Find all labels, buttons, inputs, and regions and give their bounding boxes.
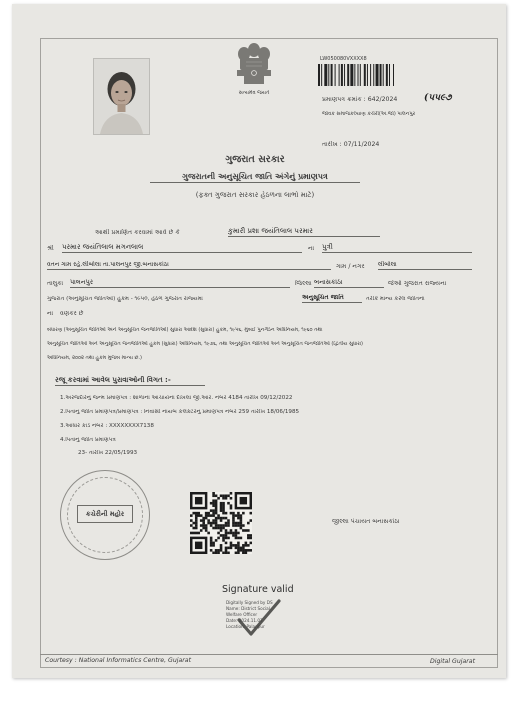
qr-module <box>200 524 203 527</box>
district-value: બનાસકાંઠા <box>314 278 384 288</box>
barcode-bar <box>344 64 345 86</box>
applicant-name: કુમારી પ્રશા જયંતિલાલ પરમાર <box>228 227 380 237</box>
qr-module <box>215 507 218 510</box>
qr-module <box>202 522 205 525</box>
qr-module <box>227 537 230 540</box>
qr-module <box>225 547 228 550</box>
barcode-bar <box>358 64 359 86</box>
qr-module <box>200 519 203 522</box>
barcode-bar <box>383 64 384 86</box>
qr-module <box>205 524 208 527</box>
qr-module <box>217 537 220 540</box>
relation-label: ના <box>308 245 315 252</box>
barcode-bar <box>364 64 366 86</box>
barcode-bar <box>328 64 329 86</box>
barcode-bar <box>367 64 368 86</box>
qr-module <box>250 537 252 540</box>
qr-module <box>222 537 225 540</box>
barcode-bar <box>339 64 340 86</box>
qr-module <box>232 534 235 537</box>
qr-module <box>247 544 250 547</box>
courtesy-text: Courtesy : National Informatics Centre, Gujarat <box>45 657 192 664</box>
qr-module <box>222 552 225 554</box>
qr-module <box>240 517 243 520</box>
qr-module <box>245 529 248 532</box>
barcode-bar <box>335 64 336 86</box>
qr-module <box>245 544 248 547</box>
village-value: લીંબોલા <box>378 261 472 270</box>
qr-module <box>220 502 223 505</box>
qr-finder-pattern <box>240 497 247 504</box>
qr-module <box>220 534 223 537</box>
evidence-item: 4.પિતાનું જાતિ પ્રમાણપત્ર <box>60 437 116 443</box>
barcode-bar <box>324 64 327 86</box>
qr-module <box>235 544 238 547</box>
issue-date: તારીખ : 07/11/2024 <box>322 141 380 148</box>
barcode-bar <box>376 64 379 86</box>
qr-module <box>235 547 238 550</box>
qr-module <box>227 532 230 535</box>
certificate-title: ગુજરાતની અનુસૂચિત જાતિ અંગેનું પ્રમાણપત્ર <box>150 172 360 183</box>
qr-module <box>207 512 210 515</box>
qr-module <box>247 529 250 532</box>
qr-module <box>237 514 240 517</box>
qr-module <box>222 517 225 520</box>
qr-module <box>215 552 218 554</box>
qr-module <box>225 549 228 552</box>
qr-module <box>237 544 240 547</box>
handwritten-number: (પપ૯૭ <box>424 93 452 103</box>
qr-module <box>210 539 213 542</box>
qr-module <box>210 544 213 547</box>
qr-module <box>220 504 223 507</box>
barcode-bar <box>380 64 382 86</box>
qr-module <box>220 517 223 520</box>
barcode-bar <box>373 64 374 86</box>
qr-module <box>217 517 220 520</box>
qr-module <box>212 552 215 554</box>
barcode-bar <box>360 64 361 86</box>
qr-module <box>195 532 198 535</box>
qr-module <box>230 547 233 550</box>
qr-module <box>202 527 205 530</box>
legal-paragraph-line: અધિનિયમ, ૨૦૦૨ તથા હુકમ મુજબ માન્ય છે.) <box>47 355 142 361</box>
qr-module <box>230 512 233 515</box>
qr-module <box>195 512 198 515</box>
qr-module <box>230 507 233 510</box>
qr-module <box>195 522 198 525</box>
barcode-bar <box>393 64 394 86</box>
qr-module <box>215 519 218 522</box>
qr-module <box>207 532 210 535</box>
qr-module <box>250 519 252 522</box>
evidence-heading: રજૂ કરવામાં આવેલ પુરાવાઓની વિગત :- <box>55 376 205 386</box>
government-heading: ગુજરાત સરકાર <box>225 154 285 165</box>
qr-module <box>225 524 228 527</box>
qr-module <box>225 512 228 515</box>
qr-module <box>230 529 233 532</box>
certificate-number: પ્રમાણપત્ર ક્રમાંક : 642/2024 <box>322 96 398 103</box>
qr-module <box>225 532 228 535</box>
qr-module <box>242 544 245 547</box>
signature-detail-line: Name: District Social <box>226 606 270 611</box>
qr-module <box>242 547 245 550</box>
qr-module <box>197 514 200 517</box>
signature-detail-line: Welfare Officer <box>226 612 258 617</box>
qr-module <box>240 547 243 550</box>
qr-module <box>215 499 218 502</box>
qr-module <box>250 542 252 545</box>
qr-module <box>192 527 195 530</box>
qr-module <box>220 529 223 532</box>
caste-prefix: ના <box>47 310 54 317</box>
qr-module <box>232 517 235 520</box>
qr-module <box>227 552 230 554</box>
qr-module <box>240 522 243 525</box>
qr-module <box>215 517 218 520</box>
qr-module <box>217 497 220 500</box>
qr-module <box>225 537 228 540</box>
qr-module <box>240 524 243 527</box>
qr-module <box>230 544 233 547</box>
qr-module <box>190 514 193 517</box>
qr-module <box>210 502 213 505</box>
qr-module <box>230 532 233 535</box>
qr-module <box>205 514 208 517</box>
qr-module <box>195 524 198 527</box>
caste-value: વણકર છે <box>60 310 84 317</box>
qr-module <box>237 524 240 527</box>
qr-module <box>195 519 198 522</box>
qr-module <box>242 552 245 554</box>
qr-module <box>222 497 225 500</box>
qr-module <box>227 547 230 550</box>
office-seal <box>60 470 150 560</box>
qr-module <box>195 514 198 517</box>
qr-module <box>197 532 200 535</box>
qr-module <box>240 519 243 522</box>
qr-module <box>222 539 225 542</box>
qr-module <box>225 494 228 497</box>
certify-label: આથી પ્રમાણિત કરવામાં આવે છે કે <box>95 229 180 236</box>
qr-module <box>222 494 225 497</box>
qr-module <box>207 514 210 517</box>
barcode <box>318 64 398 86</box>
qr-module <box>232 544 235 547</box>
qr-module <box>237 522 240 525</box>
digital-gujarat-brand: Digital Gujarat <box>430 658 476 665</box>
qr-module <box>202 517 205 520</box>
signature-check-icon <box>236 598 282 638</box>
qr-module <box>215 539 218 542</box>
qr-module <box>212 492 215 495</box>
portrait-image <box>94 59 149 134</box>
qr-module <box>240 514 243 517</box>
evidence-item: 23- તારીખ 22/05/1993 <box>78 450 138 456</box>
qr-module <box>212 542 215 545</box>
qr-module <box>220 509 223 512</box>
qr-module <box>192 522 195 525</box>
qr-module <box>212 504 215 507</box>
qr-module <box>225 552 228 554</box>
qr-module <box>237 552 240 554</box>
qr-module <box>212 519 215 522</box>
qr-module <box>215 549 218 552</box>
qr-module <box>222 524 225 527</box>
qr-module <box>235 552 238 554</box>
emblem-motto: સત્યમેવ જયતે <box>238 90 270 96</box>
category-value: અનુસૂચિત જાતિ <box>302 294 362 303</box>
qr-module <box>215 522 218 525</box>
barcode-bar <box>389 64 390 86</box>
qr-module <box>225 517 228 520</box>
qr-module <box>210 514 213 517</box>
signature-detail-line: Location: Palanpur <box>226 624 265 629</box>
qr-module <box>247 549 250 552</box>
qr-module <box>237 512 240 515</box>
district-label: જિલ્લા <box>295 280 312 287</box>
qr-finder-pattern <box>195 542 202 549</box>
qr-module <box>232 519 235 522</box>
barcode-bar <box>350 64 353 86</box>
qr-finder-pattern <box>195 497 202 504</box>
barcode-bar <box>321 64 322 86</box>
footer-divider <box>40 654 498 655</box>
qr-module <box>212 544 215 547</box>
qr-module <box>237 549 240 552</box>
qr-module <box>222 504 225 507</box>
qr-module <box>190 532 193 535</box>
evidence-item: 1.અરજદારનું જન્મ પ્રમાણપત્ર : શાળાના આચાર્યના દાખલા જી.આર. નંબર 4184 તારીખ 09/12/2022 <box>60 395 293 401</box>
qr-module <box>210 524 213 527</box>
qr-module <box>230 504 233 507</box>
seal-label: કચેરીની મહોર <box>77 505 133 523</box>
qr-module <box>215 494 218 497</box>
applicant-photo <box>93 58 150 135</box>
evidence-item: 2.પિતાનું જાતિ પ્રમાણપત્ર/પ્રમાણપત્ર : નિવાસી નાયબ કલેક્ટરનું પ્રમાણપત્ર નંબર 259 તારીખ 18/06/1985 <box>60 409 300 415</box>
signatory-office: જીલ્લા પંચાયત બનાસકાંઠા <box>332 518 400 525</box>
qr-module <box>202 519 205 522</box>
qr-module <box>250 549 252 552</box>
qr-module <box>205 527 208 530</box>
qr-module <box>247 522 250 525</box>
qr-module <box>242 512 245 515</box>
qr-module <box>250 534 252 537</box>
qr-module <box>247 537 250 540</box>
qr-module <box>230 542 233 545</box>
barcode-bar <box>341 64 343 86</box>
qr-module <box>200 529 203 532</box>
taluka-value: પાલનપુર <box>70 278 290 288</box>
qr-module <box>240 537 243 540</box>
qr-module <box>200 514 203 517</box>
qr-module <box>215 502 218 505</box>
taluka-label: તાલુકા <box>47 280 64 287</box>
barcode-bar <box>370 64 371 86</box>
barcode-bar <box>386 64 388 86</box>
qr-module <box>227 522 230 525</box>
qr-module <box>232 524 235 527</box>
qr-module <box>212 527 215 530</box>
qr-module <box>235 522 238 525</box>
qr-module <box>217 552 220 554</box>
signature-detail-line: Digitally Signed by DS <box>226 600 273 605</box>
qr-module <box>222 502 225 505</box>
barcode-bar <box>354 64 355 86</box>
qr-module <box>212 512 215 515</box>
qr-module <box>215 512 218 515</box>
qr-code[interactable] <box>190 492 252 554</box>
qr-module <box>237 517 240 520</box>
qr-module <box>235 532 238 535</box>
qr-module <box>215 524 218 527</box>
qr-module <box>212 502 215 505</box>
qr-module <box>215 527 218 530</box>
qr-module <box>197 512 200 515</box>
qr-module <box>212 522 215 525</box>
qr-module <box>222 512 225 515</box>
qr-module <box>192 532 195 535</box>
qr-module <box>237 532 240 535</box>
qr-module <box>212 514 215 517</box>
qr-module <box>212 499 215 502</box>
qr-module <box>232 532 235 535</box>
legal-paragraph-line: બંધારણ (અનુસૂચિત જાતિઓ અને અનુસૂચિત જનજાતિઓ) સુધારા આદેશ (સુધારા) હુકમ, ૧૯૫૬, મુંબઈ પુનર્ગઠન અધિનિયમ, ૧૯૬૦ તથા <box>47 327 323 333</box>
qr-module <box>220 549 223 552</box>
signature-detail-line: Date: 2024.11.07 <box>226 618 263 623</box>
qr-module <box>230 492 233 495</box>
father-name: પરમાર જયંતિલાલ મગનલાલ <box>62 243 302 253</box>
qr-module <box>232 512 235 515</box>
qr-module <box>245 552 248 554</box>
qr-module <box>225 542 228 545</box>
qr-module <box>210 509 213 512</box>
qr-module <box>237 547 240 550</box>
qr-module <box>205 517 208 520</box>
qr-module <box>230 497 233 500</box>
qr-module <box>210 549 213 552</box>
qr-module <box>195 517 198 520</box>
qr-module <box>220 519 223 522</box>
qr-module <box>217 527 220 530</box>
evidence-item: 3.આધાર કાર્ડ નંબર : XXXXXXXX7138 <box>60 423 154 429</box>
qr-module <box>225 534 228 537</box>
qr-module <box>210 542 213 545</box>
district-suffix: જેઓ ગુજરાત રાજ્યના <box>388 280 447 287</box>
qr-module <box>227 494 230 497</box>
qr-module <box>242 549 245 552</box>
qr-module <box>232 514 235 517</box>
qr-module <box>190 519 193 522</box>
qr-module <box>210 537 213 540</box>
qr-module <box>235 524 238 527</box>
qr-module <box>195 527 198 530</box>
qr-module <box>220 524 223 527</box>
national-emblem-icon <box>232 40 276 90</box>
qr-module <box>190 524 193 527</box>
qr-module <box>235 529 238 532</box>
qr-module <box>220 507 223 510</box>
relation-value: પુત્રી <box>322 243 472 253</box>
qr-module <box>192 512 195 515</box>
qr-module <box>220 494 223 497</box>
qr-module <box>237 542 240 545</box>
barcode-bar <box>331 64 333 86</box>
qr-module <box>222 507 225 510</box>
qr-module <box>207 522 210 525</box>
qr-module <box>212 509 215 512</box>
qr-module <box>220 547 223 550</box>
qr-module <box>202 524 205 527</box>
barcode-bar <box>318 64 320 86</box>
qr-module <box>205 512 208 515</box>
qr-module <box>217 532 220 535</box>
qr-module <box>212 494 215 497</box>
qr-module <box>232 522 235 525</box>
qr-module <box>222 509 225 512</box>
qr-module <box>215 509 218 512</box>
legal-paragraph-line: અનુસૂચિત જાતિઓ અને અનુસૂચિત જનજાતિઓ હુકમ (સુધારા) અધિનિયમ, ૧૯૭૬, તથા અનુસૂચિત જાતિઓ અને અનુસૂચિત જનજાતિઓ (દ્વિતીય સુધારા) <box>47 341 364 347</box>
father-prefix: શ્રી <box>47 245 54 252</box>
qr-module <box>245 549 248 552</box>
qr-module <box>242 524 245 527</box>
qr-module <box>237 537 240 540</box>
qr-module <box>225 529 228 532</box>
qr-module <box>217 524 220 527</box>
certificate-subtitle: (ફક્ત ગુજરાત સરકાર હેઠળના લાભો માટે) <box>195 191 315 199</box>
qr-module <box>207 519 210 522</box>
qr-module <box>250 512 252 515</box>
signature-status[interactable]: Signature valid <box>222 584 294 595</box>
qr-module <box>225 522 228 525</box>
qr-module <box>222 534 225 537</box>
qr-module <box>227 524 230 527</box>
qr-module <box>210 522 213 525</box>
qr-module <box>227 502 230 505</box>
issuing-office: જાવક સમાજકલ્યાણ કચેરી(અ.જા) પાલનપુર <box>322 111 416 117</box>
qr-module <box>245 542 248 545</box>
barcode-number: LW050080VXXXX8 <box>320 56 367 62</box>
qr-module <box>220 527 223 530</box>
village-label: ગામ / નગર <box>336 263 365 270</box>
qr-module <box>225 497 228 500</box>
qr-module <box>235 534 238 537</box>
qr-module <box>227 519 230 522</box>
residence-value: વતન ગામ રહે.લીંબોલા તા.પાલનપુર જી.બનાસકાંઠા <box>47 261 331 270</box>
qr-module <box>247 534 250 537</box>
qr-module <box>222 527 225 530</box>
qr-module <box>205 529 208 532</box>
qr-module <box>235 514 238 517</box>
barcode-bar <box>347 64 349 86</box>
qr-module <box>242 529 245 532</box>
qr-module <box>215 504 218 507</box>
order-text: ગુજરાત (અનુસૂચિત જાતિઓ) હુકમ - ૧૯૫૦, હેઠળ ગુજરાત રાજ્યમાં <box>47 296 203 302</box>
qr-module <box>217 514 220 517</box>
qr-module <box>240 527 243 530</box>
qr-module <box>240 549 243 552</box>
qr-module <box>217 549 220 552</box>
recognized-text: તરીકે માન્ય કરેલ જાતિના <box>366 296 425 302</box>
qr-module <box>220 544 223 547</box>
qr-module <box>235 537 238 540</box>
